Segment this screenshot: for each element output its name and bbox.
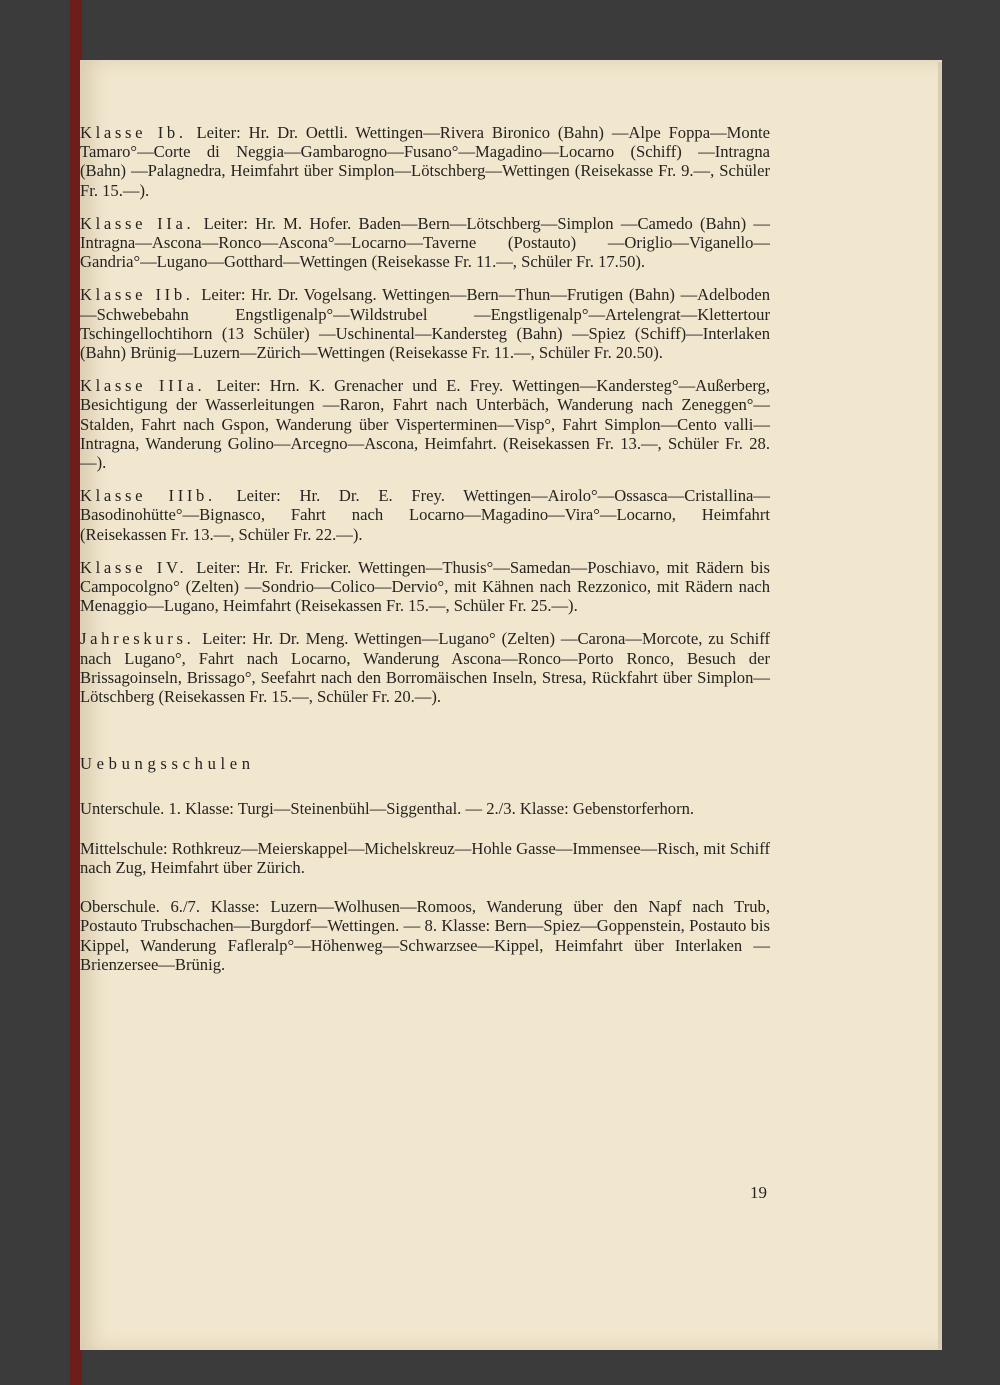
school-entry-mittelschule: Mittelschule: Rothkreuz—Meierskappel—Michelskreuz—Hohle Gasse—Immensee—Risch, mit Schiff nach Zug, Heimfahrt über Zürich.: [80, 838, 770, 877]
class-entry-iiib: [80, 486, 770, 544]
page-edge: [938, 62, 942, 1350]
class-lead: Klasse IIIa.: [80, 376, 206, 396]
class-text: Leiter: Hr. Fr. Fricker. Wettingen—Thusis°—Samedan—Poschiavo, mit Rädern bis Campocolgno° (Zelten) —Sondrio—Colico—Dervio°, mit Kähnen nach Rezzonico, mit Rädern nach Menaggio—Lugano, Heimfahrt (Reisekassen Fr. 15.—, Schüler Fr. 25.—).: [80, 557, 770, 616]
class-text: Leiter: Hr. Dr. Oettli. Wettingen—Rivera Bironico (Bahn) —Alpe Foppa—Monte Tamaro°—Corte di Neggia—Gambarogno—Fusano°—Magadino—Locarno (Schiff) —Intragna (Bahn) —Palagnedra, Heimfahrt über Simplon—Lötschberg—Wettingen (Reisekasse Fr. 9.—, Schüler Fr. 15.—).: [80, 123, 770, 200]
school-entry-unterschule: Unterschule. 1. Klasse: Turgi—Steinenbühl—Siggenthal. — 2./3. Klasse: Gebenstorferhorn.: [80, 799, 695, 819]
class-entry-iv: [80, 558, 770, 616]
class-lead: Klasse IV.: [80, 557, 188, 577]
class-text: Leiter: Hr. Dr. Vogelsang. Wettingen—Bern—Thun—Frutigen (Bahn) —Adelboden—Schwebebahn Engstligenalp°—Wildstrubel —Engstligenalp°—Artelengrat—Klettertour Tschingellochtihorn (13 Schüler) —Uschinental—Kandersteg (Bahn) —Spiez (Schiff)—Interlaken (Bahn) Brünig—Luzern—Zürich—Wettingen (Reisekasse Fr. 11.—, Schüler Fr. 20.50).: [80, 285, 770, 363]
class-lead: Klasse IIb.: [80, 285, 194, 305]
class-entry-iib: [80, 285, 770, 362]
page-number: 19: [750, 1183, 767, 1202]
class-text: Leiter: Hrn. K. Grenacher und E. Frey. Wettingen—Kandersteg°—Außerberg, Besichtigung der Wasserleitungen —Raron, Fahrt nach Unterbäch, Wanderung nach Zeneggen°—Stalden, Fahrt nach Gspon, Wanderung über Visperterminen—Visp°, Fahrt Simplon—Cento valli—Intragna, Wanderung Golino—Arcegno—Ascona, Heimfahrt. (Reisekassen Fr. 13.—, Schüler Fr. 28.—).: [80, 376, 770, 473]
class-lead: Jahreskurs.: [80, 629, 195, 649]
school-entry-oberschule: Oberschule. 6./7. Klasse: Luzern—Wolhusen—Romoos, Wanderung über den Napf nach Trub, Postauto Trubschachen—Burgdorf—Wettingen. — 8. Klasse: Bern—Spiez—Goppenstein, Postauto bis Kippel, Wanderung Fafleralp°—Höhenweg—Schwarzsee—Kippel, Heimfahrt über Interlaken —Brienzersee—Brünig.: [80, 897, 770, 974]
class-lead: Klasse IIIb.: [80, 486, 216, 506]
class-entry-iia: [80, 214, 770, 272]
class-entry-ib: [80, 123, 770, 200]
class-lead: Klasse IIa.: [80, 213, 195, 233]
class-lead: Klasse Ib.: [80, 123, 187, 142]
class-text: Leiter: Hr. Dr. Meng. Wettingen—Lugano° (Zelten) —Carona—Morcote, zu Schiff nach Lugano°, Fahrt nach Locarno, Wanderung Ascona—Ronco—Porto Ronco, Besuch der Brissagoinseln, Brissago°, Seefahrt nach den Borromäischen Inseln, Stresa, Rückfahrt über Simplon—Lötschberg (Reisekassen Fr. 15.—, Schüler Fr. 20.—).: [80, 629, 770, 707]
class-entry-iiia: [80, 376, 770, 472]
page-content: [80, 123, 770, 994]
class-text: Leiter: Hr. M. Hofer. Baden—Bern—Lötschberg—Simplon —Camedo (Bahn) —Intragna—Ascona—Ronco—Ascona°—Locarno—Taverne (Postauto) —Origlio—Viganello—Gandria°—Lugano—Gotthard—Wettingen (Reisekasse Fr. 11.—, Schüler Fr. 17.50).: [80, 213, 770, 272]
section-heading: Uebungsschulen: [80, 754, 255, 774]
class-text: Leiter: Hr. Dr. E. Frey. Wettingen—Airolo°—Ossasca—Cristallina—Basodinohütte°—Bignasco, Fahrt nach Locarno—Magadino—Vira°—Locarno, Heimfahrt (Reisekassen Fr. 13.—, Schüler Fr. 22.—).: [80, 486, 770, 544]
class-entry-jahreskurs: [80, 629, 770, 706]
